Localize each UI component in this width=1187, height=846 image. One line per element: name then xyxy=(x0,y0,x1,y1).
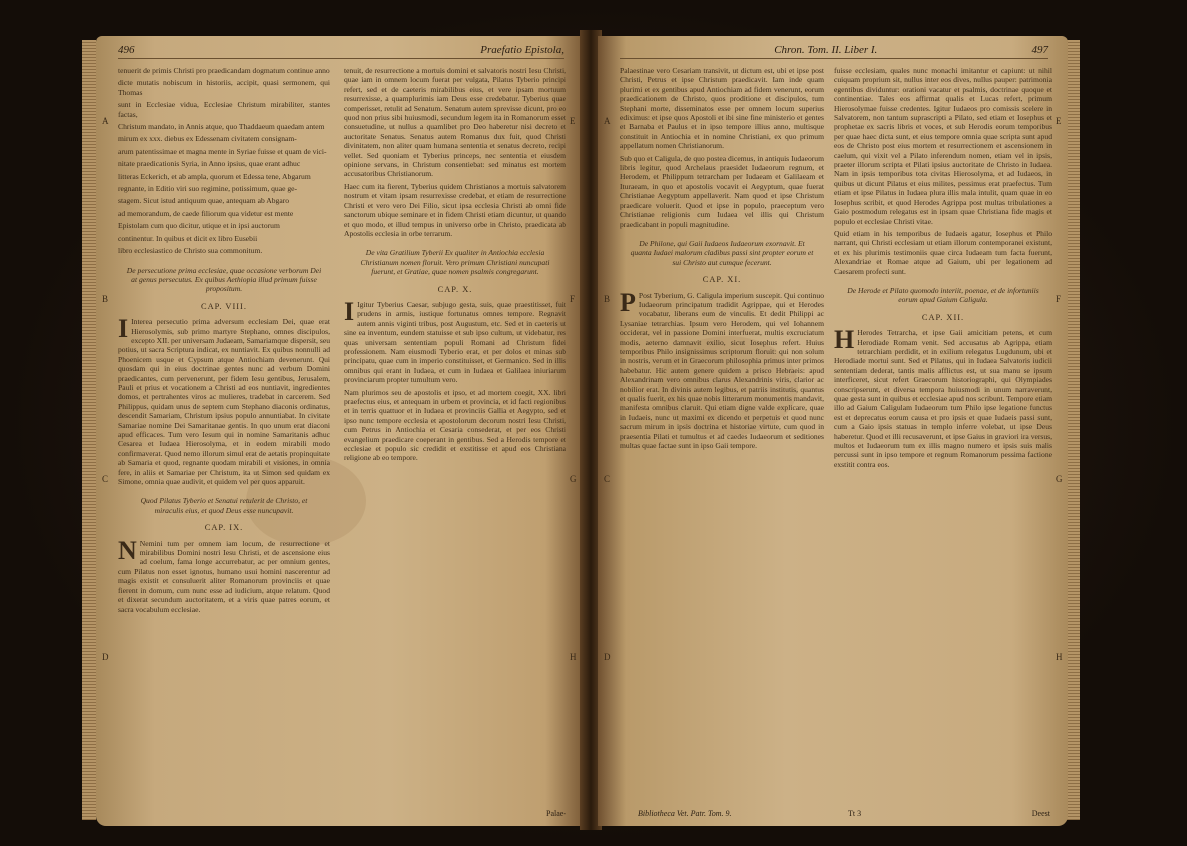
text-line: continentur. In quibus et dicit ex libro Eusebii xyxy=(118,233,258,243)
text-line: regnante, in Editio viri suo regimine, potissimum, quae ge- xyxy=(118,184,298,194)
left-column-1 xyxy=(118,66,330,617)
left-head-title: Praefatio Epistola, xyxy=(480,44,564,56)
chapter-body xyxy=(118,314,330,487)
right-page xyxy=(598,36,1068,826)
chapter-summary: De persecutione prima ecclesiae, quae occasione verborum Dei at genus persecutus. Ex quibus Aethiopia illud primum fuisse propositum. xyxy=(126,265,322,294)
text-line: litteras Eckerich, et ab ampla, quorum et Edessa tene, Abgarum xyxy=(118,171,311,181)
margin-letter-a: A xyxy=(102,116,109,126)
left-column-2 xyxy=(344,66,566,466)
chapter-summary: De Herode et Pilato quomodo interiit, poenae, et de infortuniis eorum apud Gaium Caligula. xyxy=(847,285,1039,305)
drop-cap: I xyxy=(118,314,129,344)
text-line: sunt in Ecclesiae vidua, Ecclesiae Christum mirabiliter, stantes factas, xyxy=(118,100,330,119)
catchword: Deest xyxy=(1031,809,1050,818)
chapter-body xyxy=(834,325,1052,469)
text-line: arum patentissimae et magna mente in Syriae fuisse et quam de vici- xyxy=(118,146,327,156)
column-text: tenuit, de resurrectione a mortuis domini et salvatoris nostri Iesu Christi, quae iam in omnem locum fuerat per vulgata, Pilatus Tyberio principi refert, sed et de caeteris mirabilibus eius, et vere ipsam mortuum resurrexisse, a quamplurimis iam Deus esse credebatur. Tyberius quae comperisset, retulit ad Senatum. Senatum autem sprevisse dicunt, pro eo quod non prius sibi huiusmodi, secundum legem ita in Romanorum esset consuetudine, ut nullus a quamlibet pro Deo haberetur nisi decreto et auctoritate Senatus. Senatus autem Romanus dux fuit, quod Christi divinitatem, non aliter quam humana sententia et senatus decreto, recipi vellet. Sed quoniam et Tyberius princeps, nec sententia et eiusdem opinione servans, in Christum consentiebat: sed minatus est mortem accusatoribus Christianorum. xyxy=(344,66,566,179)
column-text: Haec cum ita fierent, Tyberius quidem Christianos a mortuis salvatorem nostrum et vitam ipsam resurrexisse credebat, et etiam de resurrectione Christi et vero vero Dei Filio, sicut ipsa ecclesia Christi ab omni fide sanctorum ubique seminare et in fidem Christi etiam dicuntur, ut quando et quo modo, et illud tempus in universo orbe in Christo, praedicata ab Apostolis ecclesia in orbe terrarum. xyxy=(344,181,566,238)
text-line: tenuerit de primis Christi pro praedicandam dogmatum continue anno xyxy=(118,66,330,75)
margin-letter-e: E xyxy=(570,116,576,126)
right-column-2 xyxy=(834,66,1052,472)
text-line: libro ecclesiastico de Christo sua commonitum. xyxy=(118,246,263,256)
chapter-text: Interea persecutio prima adversum ecclesiam Dei, quae erat Hierosolymis, sub primo martyre Stephano, omnes discipulos, excepto XII. per universam Judaeam, Samariamque dispersit, seu potius, ut sacra Scriptura indicat, ex nuntiavit. Ex quibus nonnulli ad Phoenicem usque et Cypsum atque Antiochiam devenerunt. Qui quosdam qui in eius doctrinae gentes nunc ad verbum Domini praedicantes, cum pervenerunt, per fidem Iesu gentibus, Jerusalem, Pauli et prius et vocationem a Christi ad eos nuntiavit, ingredientes domos, et pertrahentes viros ac mulieres, tradebat in carcerem. Sed Philippus, quidam unus de septem cum Stephano diaconis ordinatus, descendit Samariam, Christum ipsius populo annuntiabat. In civitate Samariae nomine Dei Samaritanae gentis. In quo unum erat diaconi apud efficaces. Tum vero Iesum qui in nomine Samaritanis adhuc Cesarea et Iudaea Hierosolyma, et in eodem mirabili modo confirmaverat. Quod nemo illorum simul erat de aetatis propinquitate ab Samaria et quod, regnante quodam mirabili et visiones, in omnia fere, in aliis et Samariae per Christum, ita ut Simon sed quidam ex Simone, omnia quae audivit, et quidem vel per quos apparuit. xyxy=(118,317,330,487)
margin-letter-c: C xyxy=(604,474,611,484)
column-text: Quid etiam in his temporibus de Iudaeis agatur, Iosephus et Philo narrant, qui Christi ecclesiam ut etiam illorum contemporanei existunt, et ex his plurimis testimoniis quae circa Iudaeam tum facta fuerunt, Alexandriae et Romae atque ad Gaium, ubi per legationem ad Caesarem profecti sunt. xyxy=(834,228,1052,276)
chapter-text: Nemini tum per omnem iam locum, de resurrectione et mirabilibus Domini nostri Iesu Christi, et de ascensione eius ad coelum, fama longe accurrebatur, ac per omnium gentes, cum Pilatus non esset ignotus, humano usui homini nascerentur ad magis existit et consuluerit aliter Romanorum provinciis et quae fierent in domum, cum nunc esse ad iudicium, atque relatum. Quod et dixerat secundum auctoritatem, et a viris quae patres eorum, et sacra vocabulum ecclesiae. xyxy=(118,538,330,614)
column-text: Sub quo et Caligula, de quo postea dicemus, in antiquis Iudaeorum libris legitur, quod Archelaus praesidet Iudaeorum regnum, et Herodem, et Philippum tetrarcham per Iudaeam et Galilaeam et Ituraeam, in quo et apostolis vocavit ei Aegyptum, quae fuerat Christianae Aegyptum appellaverit. Nam quod et ipse Christum praedicare voluerit. Quod et ipse in populo, praeceptum vero Christianae religionis cum Iudaea vel illis qui Christum praedicabant in populi magnitudine. xyxy=(620,153,824,229)
margin-letter-h: H xyxy=(570,652,577,662)
chapter-summary: Quod Pilatus Tyberio et Senatui retulerit de Christo, et miraculis eius, et quod Deus esse nuncupavit. xyxy=(140,496,308,515)
drop-cap: N xyxy=(118,535,137,565)
margin-letter-a: A xyxy=(604,116,611,126)
chapter-summary: De Philone, qui Gaii Iudaeos Iudaeorum exornavit. Et quanta Iudaei malorum cladibus passi sint propter eorum et sui Christo aut cumque fecerunt. xyxy=(630,238,814,267)
drop-cap: I xyxy=(344,296,355,326)
chapter-text: Post Tyberium, G. Caligula imperium suscepit. Qui continuo Iudaeorum principatum tradidit Agrippae, qui et Herodes vocabatur, liberans eum de vinculis. Et dedit Philippi ac Lysaniae tetrarchias. Ipsum vero Herodem, qui vel Iohannem occiderat, vel in passione Domini interfuerat, multis excruciatum modis, aeterno damnavit exilio, sicut Iosephus refert. Huius temporibus Philo insignissimus scriptorum floruit: qui non solum in nostris, verum et in Graecorum philosophia primus inter primos habebatur. Hic autem genere quidem a prisco Hebraeis: apud Alexandrinam vero omnibus clarus Alexandrinis viris, clarior ac nobilior erat. In divinis autem legibus, et patriis institutis, quantus et qualis fuerit, ex his quae nobis litterarum monumentis mandavit, manifesta omnibus claruit. Qui etiam digne valde explicare, quae in Iudaeis, nunc ut maximi ex dicendo et perpetuis et quod nunc sacrum mirum in ipsis doctrina et historiae virtute, cum quod in praesentia Pilati et tumultus et ad caedes Iudaeorum et seditiones multas quae factae sunt in ipso Gaii tempore. xyxy=(620,290,824,451)
margin-letter-f: F xyxy=(570,294,576,304)
chapter-heading: CAP. IX. xyxy=(204,523,244,533)
signature-mark: Tt 3 xyxy=(848,809,862,818)
right-column-1 xyxy=(620,66,824,453)
text-line: Epistolam cum quo dicitur, utique et in ipsi auctorum xyxy=(118,221,280,231)
drop-cap: H xyxy=(834,325,855,355)
column-text: fuisse ecclesiam, quales nunc monachi imitantur et capiunt: ut nihil cuiquam proprium sit, nullus inter eos dives, nullus pauper: patrimonia egentibus dividuntur: orationi vacatur et psalmis, doctrinae quoque et continentiae. Tales eos affirmat qualis et Lucas refert, primum Hierosolymae fuisse credentes. Igitur Iudaeos pro comissis scelere in Salvatorem, non tantum suprascripti a Pilato, sed etiam et Iosephus et prophetae ex sacris libris et voces, et sub Herodis eorum temporibus per quae haec dicta sunt, et eius tempore omnia quae scripta sunt apud eos de Christo post eius mortem et resurrectionem et ascensionem in caelum, qui vixit vel a Pilato inferendum nomen, etiam vel in ipsis, praeter illorum scripta et Pilati ipsius auctoritate de Christo in Iudaea. Nam in ipsis temporibus tota civitas Hierosolyma, et ad Iudaeos, in quibus ut dicunt Pilatus et eius milites, pessimus erat praefectus. Tum etiam et ipse Pilatus in Iudaea plura illis mala intulit, quam quae in eo Iosephus scribit, et quod Herodes Agrippa post multas tribulationes a Gaio postmodum relegatus est in ipsam quae Christiana fide magis et populo et ecclesiae Christi vitae. xyxy=(834,66,1052,226)
column-text: Palaestinae vero Cesariam transivit, ut dictum est, ubi et ipse post Christi, Petrus et ipse Christum praedicavit. Iam inde quam plurimi et ex gentibus apud Antiochiam ad fidem venerunt, eorum praedicationem de Christo, quos proditione et discipulos, tum Stephani morte, disseminatos esse per omnem locum superius ediximus: et ipse quos Apostoli et ibi sine fine ministerio et gentes et Barnaba et Paulus et in ipso tempore illius anno, multisque constituit in Antiochia et in nomine Christiani, ex quo primum appellatum nomen Christianorum. xyxy=(620,66,824,151)
column-text: Nam plurimos seu de apostolis et ipso, et ad mortem coegit, XX. libri praefectus eius, et antequam in urbem et provincia, et id facti regionibus et in terris quattuor et in Iudaea et provinciis Gallia et Aegypto, sed et ipso nunc tempore ecclesia et apostolorum decorum nostri Iesu Christi, cum Petrus in Antiochia et Cesaria consederat, et per eos Christi evangelium praedicare coeperant in gentibus. Sed a Herodis tempore et ecclesiae et populo sic credidit et exstitisse et apud eos Christiana religione ab eo tempore. xyxy=(344,387,566,463)
right-head-rule xyxy=(620,58,1048,59)
right-page-edges xyxy=(1066,40,1080,820)
chapter-body xyxy=(344,296,566,385)
text-line: stagem. Sicut istud antiquum quae, antequam ab Abgaro xyxy=(118,196,290,206)
margin-letter-g: G xyxy=(570,474,577,484)
right-page-number: 497 xyxy=(1031,44,1048,56)
chapter-heading: CAP. XII. xyxy=(921,312,965,322)
text-line: Christum mandato, in Annis atque, quo Thaddaeum quaedam antem xyxy=(118,122,325,132)
chapter-text: Herodes Tetrarcha, et ipse Gaii amicitiam petens, et cum Herodiade Romam venit. Sed accusatus ab Agrippa, etiam tetrarchiam perdidit, et in exilium relegatus Lugdunum, ubi et Herodiade mortui sunt. Sed et Pilatus, qui in Iudaea Salvatoris iudicii sententiam dederat, tantis malis afflictus est, ut sua manu se ipsum interficeret, sicut refert Graecorum historiographi, qui Olympiades conscripserunt, et diversa tempora huiusmodi in unum narraverunt, quae gesta sunt in quibus et ecclesiae apud nos scribunt. Tempore etiam illo ad Gaium Caligulam Iudaeorum tum Philo ipse legatione functus est et deprecatus eorum causa et pro ipsis et quae Iudaeis passi sunt, cum a Gaio ipsis statuas in templo inferre volebat, ut ipse Deus haberetur. Quod et illi recusaverunt, et ipse Gaius in graviori ira versus, multos et Iudaeorum tum ex illis magno numero et ipsis suis malis percussi sunt in ipso tempore et regnum Romanorum pessima factione exstitit contra eos. xyxy=(834,328,1052,469)
margin-letter-b: B xyxy=(102,294,109,304)
text-line: mirum ex xxx. diebus ex Edessenam civitatem consignam- xyxy=(118,134,297,144)
page-footer: Bibliotheca Vet. Patr. Tom. 9. xyxy=(638,809,732,818)
left-running-head xyxy=(118,44,564,58)
margin-letter-e: E xyxy=(1056,116,1062,126)
margin-letter-b: B xyxy=(604,294,611,304)
margin-letter-g: G xyxy=(1056,474,1063,484)
chapter-body xyxy=(118,535,330,614)
chapter-heading: CAP. VIII. xyxy=(201,301,247,311)
chapter-text: Igitur Tyberius Caesar, subjugo gesta, suis, quae praestitisset, fuit prudens in armis, iustique fortunatus omnes tempore. Regnavit autem annis viginti tribus, post Augustum, etc. Sed et in caeteris ut sine ea inventum, eundem statuisse et sub ipso cultum, ut videbatur, res quas universam sententiam populi Romani ad Christum fidei professionem. Nam eiusmodi Tyberio erat, et per dolos et minas sub principatu, quae cum in imperio constituisset, et Germanico. Sed in illis omnibus qui erant in Iudaea, et cum in Iudaea et Galilaea iniuriarum provinciarum propter tumultum vero. xyxy=(344,299,566,385)
right-head-title: Chron. Tom. II. Liber I. xyxy=(774,44,878,56)
chapter-heading: CAP. XI. xyxy=(702,275,742,285)
left-head-rule xyxy=(118,58,564,59)
margin-letter-d: D xyxy=(604,652,611,662)
margin-letter-c: C xyxy=(102,474,109,484)
chapter-body xyxy=(620,287,824,451)
catchword: Palae- xyxy=(546,809,566,818)
drop-cap: P xyxy=(620,287,636,317)
margin-letter-h: H xyxy=(1056,652,1063,662)
margin-letter-f: F xyxy=(1056,294,1062,304)
chapter-heading: CAP. X. xyxy=(437,284,473,294)
text-line: dicte mutatis nobiscum in historiis, accipit, quasi sermonem, qui Thomas xyxy=(118,78,330,97)
text-line: nitate praedicationis Syria, in Anno ipsius, quae erant adhuc xyxy=(118,159,301,169)
text-line: ad memorandum, de caede filiorum qua videtur est mente xyxy=(118,208,294,218)
left-page-edges xyxy=(82,40,96,820)
right-running-head xyxy=(620,44,1048,58)
margin-letter-d: D xyxy=(102,652,109,662)
left-page xyxy=(96,36,584,826)
chapter-summary: De vita Gratilium Tyberii Ex qualiter in Antiochia ecclesia Christianum nomen floruit. Vero primum Christiani nuncupati fuerunt, et Gratiae, quae nomen psalmis congregarunt. xyxy=(360,248,550,277)
left-page-number: 496 xyxy=(118,44,135,56)
